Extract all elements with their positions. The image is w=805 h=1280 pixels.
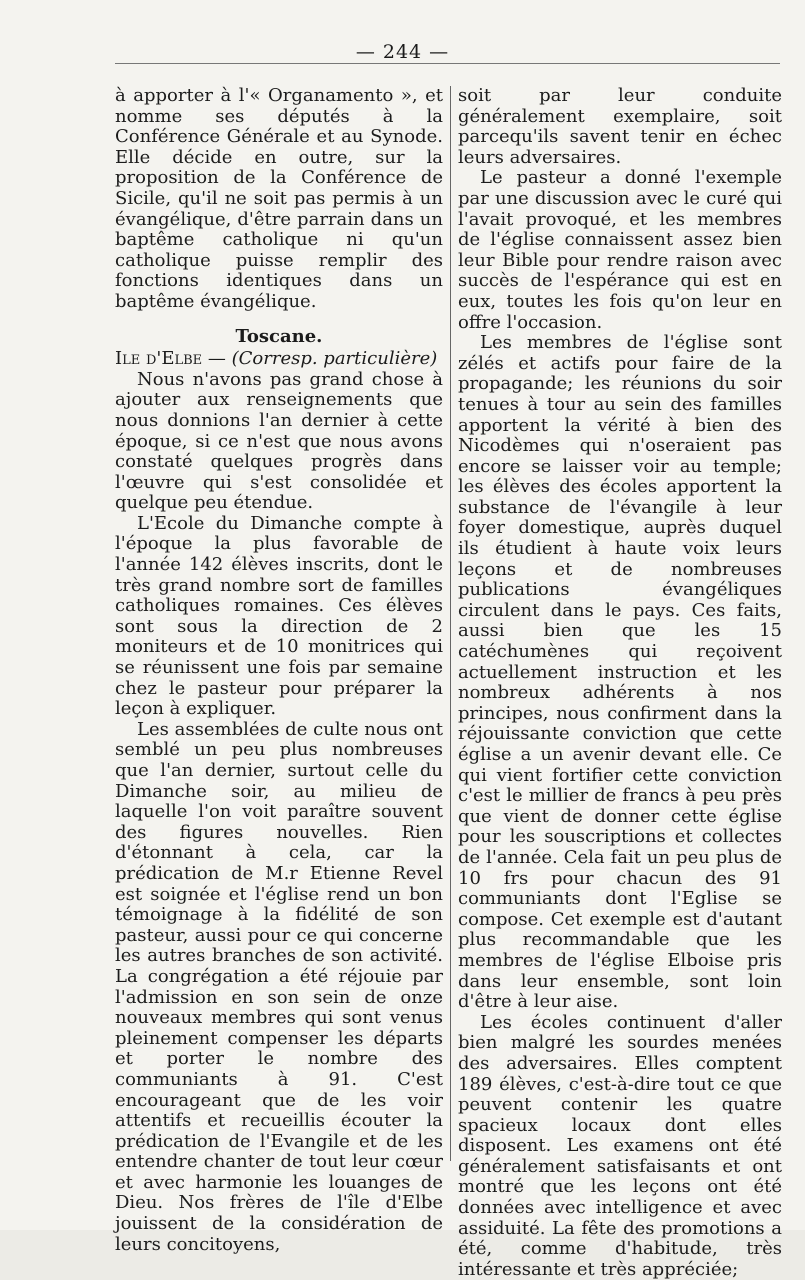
column-divider — [450, 86, 451, 1161]
page-number: — 244 — — [355, 41, 450, 63]
left-paragraph-2: Nous n'avons pas grand chose à ajouter aux renseignements que nous donnions l'an dernier à cette époque, si ce n'est que nous avons constaté quelques progrès dans l'œuvre qui s'est consolidée et quelque peu étendue. — [115, 368, 443, 514]
left-paragraph-3: L'Ecole du Dimanche compte à l'époque la plus favorable de l'année 142 élèves inscrits, dont le très grand nombre sort de familles catholiques romaines. Ces élèves sont sous la direction de 2 moniteurs et de 10 monitrices qui se réunissent une fois par semaine chez le pasteur pour préparer la leçon à expliquer. — [115, 512, 443, 720]
header-rule — [115, 63, 780, 64]
section-heading — [115, 349, 443, 370]
heading-dash: — — [202, 348, 232, 370]
right-paragraph-2: Le pasteur a donné l'exemple par une discussion avec le curé qui l'avait provoqué, et les membres de l'église connaissent assez bien leur Bible pour rendre raison avec succès de l'espérance qui est en eux, toutes les fois qu'on leur en offre l'occasion. — [458, 167, 782, 333]
left-column — [115, 86, 443, 1255]
section-title: Toscane. — [235, 325, 323, 347]
right-paragraph-3: Les membres de l'église sont zélés et actifs pour faire de la propagande; les réunions du soir tenues à tour au sein des familles apportent la vérité à bien des Nicodèmes qui n'oseraient pas encore se laisser voir au temple; les élèves des écoles apportent la substance de l'évangile à leur foyer domestique, auprès duquel ils étudient à haute voix leurs leçons et de nombreuses publications évangéliques circulent dans le pays. Ces faits, aussi bien que les 15 catéchumènes qui reçoivent actuellement instruction et les nombreux adhérents à nos principes, nous confirment dans la réjouissante conviction que cette église a un avenir devant elle. Ce qui vient fortifier cette conviction c'est le millier de francs à peu près que vient de donner cette église pour les souscriptions et collectes de l'année. Cela fait un peu plus de 10 frs pour chacun des 91 communiants dont l'Eglise se compose. Cet exemple est d'autant plus recommandable que les membres de l'église Elboise pris dans leur ensemble, sont loin d'être à leur aise. — [458, 332, 782, 1013]
left-paragraph-1: à apporter à l'« Organamento », et nomme ses députés à la Conférence Générale et au Synode. Elle décide en outre, sur la proposition de la Conférence de Sicile, qu'il ne soit pas permis à un évangélique, d'être parrain dans un baptême catholique ni qu'un catholique puisse remplir des fonctions identiques dans un baptême évangélique. — [115, 85, 443, 312]
heading-place: Ile d'Elbe — [115, 348, 203, 370]
right-paragraph-1: soit par leur conduite généralement exemplaire, soit parcequ'ils savent tenir en échec leurs adversaires. — [458, 85, 782, 168]
heading-note: (Corresp. particulière) — [231, 348, 438, 370]
left-paragraph-4: Les assemblées de culte nous ont semblé un peu plus nombreuses que l'an dernier, surtout celle du Dimanche soir, au milieu de laquelle l'on voit paraître souvent des figures nouvelles. Rien d'étonnant à cela, car la prédication de M.r Etienne Revel est soignée et l'église rend un bon témoignage à la fidélité de son pasteur, aussi pour ce qui concerne les autres branches de son activité. La congrégation a été réjouie par l'admission en son sein de onze nouveaux membres qui sont venus pleinement compenser les départs et porter le nombre des communiants à 91. C'est encourageant que de les voir attentifs et recueillis écouter la prédication de l'Evangile et de les entendre chanter de tout leur cœur et avec harmonie les louanges de Dieu. Nos frères de l'île d'Elbe jouissent de la considération de leurs concitoyens, — [115, 718, 443, 1255]
right-column — [458, 86, 782, 1280]
right-paragraph-4: Les écoles continuent d'aller bien malgré les sourdes menées des adversaires. Elles comptent 189 élèves, c'est-à-dire tout ce que peuvent contenir les quatre spacieux locaux dont elles disposent. Les examens ont été généralement satisfaisants et ont montré que les leçons ont été données avec intelligence et avec assiduité. La fête des promotions a été, comme d'habitude, très intéressante et très appréciée; — [458, 1011, 782, 1280]
